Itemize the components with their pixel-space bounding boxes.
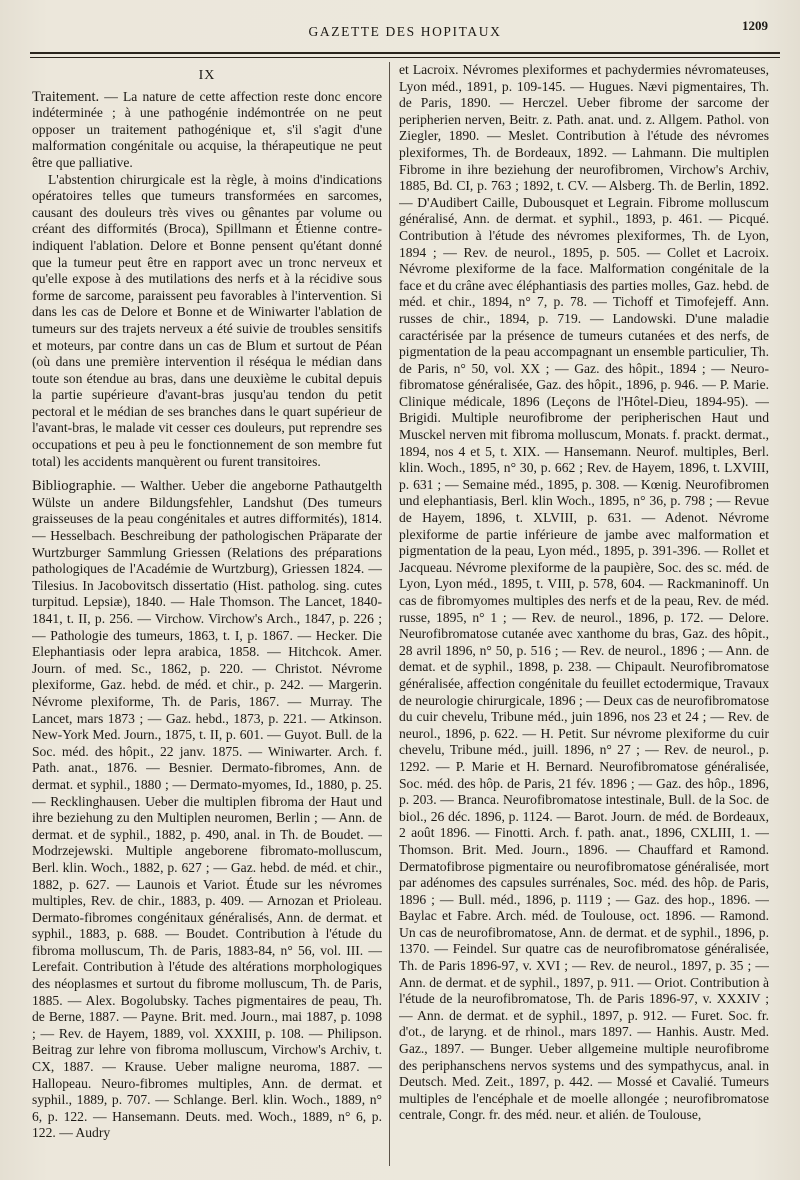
- header-rule-thin: [30, 57, 780, 58]
- bibliography-heading: Bibliographie.: [32, 478, 116, 495]
- column-divider: [389, 62, 390, 1166]
- running-head: GAZETTE DES HOPITAUX: [308, 24, 502, 39]
- bibliography-text: — Walther. Ueber die angeborne Pathautgelth Wülste un andere Bildungsfehler, Landshut (Des tumeurs graisseuses de la peau congénitales et autres difformités), 1814. — Hesselbach. Beschreibung der pathologischen Präparate der Wurtzburger Sammlung Griessen (Relations des préparations pathologiques de l'Académie de Wurtzburg), Griessen 1824. — Tilesius. In Jacobovitsch dissertatio (Hist. patholog. sing. cutes turpitud. Lepsiæ), 1840. — Hale Thomson. The Lancet, 1840-1841, t. II, p. 256. — Virchow. Virchow's Arch., 1847, p. 226 ; — Pathologie des tumeurs, 1863, t. I, p. 1867. — Hecker. Die Elephantiasis oder lepra arabica, 1858. — Hitchcok. Amer. Journ. of med. Sc., 1862, p. 220. — Christot. Névrome plexiforme, Gaz. hebd. de méd. et chir., p. 242. — Margerin. Névrome plexiforme, Th. de Paris, 1867. — Murray. The Lancet, mars 1873 ; — Gaz. hebd., 1873, p. 221. — Atkinson. New-York Med. Journ., 1875, t. II, p. 601. — Guyot. Bull. de la Soc. méd. des hôpit., 22 janv. 1875. — Winiwarter. Arch. f. Path. anat., 1876. — Besnier. Dermato-fibromes, Ann. de dermat. et syphil., 1880 ; — Dermato-myomes, Id., 1880, p. 25. — Recklinghausen. Ueber die multiplen fibroma der Haut und ihre beziehung zu den Multiplen neuromen, Berlin ; — Ann. de dermat. et de syphil., 1882, p. 490, anal. in Th. de Boudet. — Modrzejewski. Multiple angeborene fibromato-molluscum, Berl. klin. Woch., 1882, p. 627 ; — Gaz. hebd. de méd. et chir., 1882, p. 627. — Launois et Variot. Étude sur les névromes multiples, Rev. de chir., 1883, p. 409. — Arnozan et Prioleau. Dermato-fibromes congénitaux généralisés, Ann. de dermat. et syphil., 1883, p. 688. — Boudet. Contribution à l'étude du fibroma molluscum, Th. de Paris, 1883-84, n° 56, vol. III. — Lerefait. Contribution à l'étude des altérations morphologiques des néoplasmes et surtout du fibrome molluscum, Th. de Paris, 1885. — Alex. Bogolubsky. Taches pigmentaires de peau, Th. de Berne, 1887. — Payne. Brit. med. Journ., mai 1887, p. 1098 ; — Rev. de Hayem, 1889, vol. XXXIII, p. 108. — Philipson. Beitrag zur lehre von fibroma molluscum, Virchow's Archiv, t. CX, 1887. — Krause. Ueber maligne neuroma, 1887. — Hallopeau. Neuro-fibromes multiples, Ann. de dermat. et syphil., 1889, p. 707. — Schlange. Berl. klin. Woch., 1889, n° 6, p. 122. — Hansemann. Deuts. med. Woch., 1889, n° 6, p. 122. — Audry: [32, 478, 382, 1141]
- right-column: [399, 62, 769, 1172]
- treatment-heading: Traitement.: [32, 88, 100, 105]
- paragraph-gap: [32, 470, 382, 478]
- left-column: [32, 62, 382, 1172]
- page-number: 1209: [742, 18, 768, 33]
- bibliography-continued: et Lacroix. Névromes plexiformes et pachydermies névromateuses, Lyon méd., 1891, p. 109-145. — Hugues. Nævi pigmentaires, Th. de Paris, 1890. — Herczel. Ueber fibrome der sarcome der peripherien nerven, Beitr. z. Path. anat. und. z. Allgem. Pathol. von Ziegler, 1890. — Meslet. Contribution à l'étude des névromes plexiformes, Th. de Bordeaux, 1892. — Lahmann. Die multiplen Fibrome in ihre beziehung der neurofibromen, Virchow's Archiv, 1885, Bd. CI, p. 763 ; 1892, t. CV. — Alsberg. Th. de Berlin, 1892. — D'Audibert Caille, Dubousquet et Legrain. Fibrome molluscum généralisé, Ann. de dermat. et syphil., 1893, p. 461. — Picqué. Contribution à l'étude des névromes plexiformes, Th. de Lyon, 1894 ; — Rev. de neurol., 1895, p. 505. — Collet et Lacroix. Névrome plexiforme de la face. Malformation congénitale de la face et du crâne avec éléphantiasis des parties molles, Gaz. hebd. de méd. et chir., 1894, n° 7, p. 78. — Tichoff et Timofejeff. Ann. russes de chir., 1894, p. 719. — Landowski. D'une maladie caractérisée par la présence de tumeurs cutanées et des nerfs, de pigmentation de la peau accompagnant un ensemble particulier, Th. de Paris, n° 50, vol. XX ; — Gaz. des hôpit., 1894 ; — Neuro-fibromatose généralisée, Gaz. des hôpit., 1896, p. 946. — P. Marie. Clinique médicale, 1896 (Leçons de l'Hôtel-Dieu, 1894-95). — Brigidi. Multiple neurofibrome der peripherischen Haut und Musckel nerven mit fibroma molluscum, Monats. f. prackt. dermat., 1894, nos 4 et 5, t. XIX. — Hansemann. Neurof. multiples, Berl. klin. Woch., 1895, n° 30, p. 662 ; Rev. de Hayem, 1896, t. LXVIII, p. 631 ; — Semaine méd., 1895, p. 308. — Kœnig. Neurofibromen und elephantiasis, Berl. klin Woch., 1895, n° 36, p. 798 ; — Revue de Hayem, 1896, t. XLVIII, p. 631. — Adenot. Névrome plexiforme de partie inférieure de jambe avec malformation et pigmentation de la peau, Lyon méd., 1895, p. 391-396. — Rollet et Jacqueau. Névrome plexiforme de la paupière, Soc. des sc. méd. de Lyon, Lyon méd., 1895, t. VIII, p. 578, 604. — Rackmaninoff. Un cas de fibromyomes multiples des nerfs et de la peau, Rev. de méd. russe, 1895, n° 1 ; — Rev. de neurol., 1896, p. 172. — Delore. Neurofibromatose cutanée avec xanthome du bras, Gaz. des hôpit., 28 avril 1896, n° 50, p. 516 ; — Rev. de neurol., 1896 ; — Ann. de demat. et de syphil., 1898, p. 238. — Chipault. Neurofibromatose généralisée, affection congénitale du feuillet ectodermique, Travaux de neurologie chirurgicale, 1896 ; — Deux cas de neurofibromatose du cuir chevelu, Tribune méd., juin 1896, nos 23 et 24 ; — Rev. de neurol., 1896, p. 622. — H. Petit. Sur névrome plexiforme du cuir chevelu, Tribune méd., juill. 1896, n° 27 ; — Rev. de neurol., p. 1292. — P. Marie et H. Bernard. Neurofibromatose généralisée, Soc. méd. des hôp. de Paris, 21 fév. 1896 ; — Gaz. des hôp., 1896, p. 203. — Branca. Neurofibromatose intestinale, Bull. de la Soc. de biol., 26 déc. 1896, p. 1124. — Barot. Journ. de méd. de Bordeaux, 2 août 1896. — Finotti. Arch. f. path. anat., 1896, CXLIII, 1. — Thomson. Brit. Med. Journ., 1896. — Chauffard et Ramond. Dermatofibrose pigmentaire ou neurofibromatose généralisée, mort par adénomes des capsules surrénales, Soc. méd. des hôp. de Paris, 1896 ; — Bull. méd., 1896, p. 1119 ; — Gaz. des hop., 1896. — Baylac et Fabre. Arch. méd. de Toulouse, oct. 1896. — Ramond. Un cas de neurofibromatose, Ann. de dermat. et de syphil., 1896, p. 1370. — Feindel. Sur quatre cas de neurofibromatose généralisée, Th. de Paris 1896-97, v. XVI ; — Rev. de neurol., 1897, p. 35 ; — Ann. de dermat. et de syphil., 1897, p. 911. — Oriot. Contribution à l'étude de la neurofibromatose, Th. de Paris 1896-97, v. XXXIV ; — Ann. de dermat. et de syphil., 1897, p. 912. — Furet. Soc. fr. d'ot., de laryng. et de rhinol., mars 1897. — Hanhis. Austr. Med. Gaz., 1897. — Bunger. Ueber allgemeine multiple neurofibrome des periphanschens nervos systems und des sympathycus, anal. in Deutsch. Med. Zeit., 1897, p. 442. — Mossé et Cavalié. Tumeurs multiples de l'encéphale et de moelle allongée ; neurofibromatose centrale, Congr. fr. des méd. neur. et alién. de Toulouse,: [399, 62, 769, 1123]
- page-header: [30, 14, 780, 54]
- treatment-text: — La nature de cette affection reste donc encore indéterminée ; à une pathogénie indémontrée on ne peut opposer un traitement pathogénique et, s'il s'agit d'une malformation congénitale ou acquise, la thérapeutique ne peut être que palliative.: [32, 88, 382, 170]
- bibliography-paragraph: [32, 478, 382, 1142]
- treatment-paragraph: [32, 89, 382, 172]
- header-rule: [30, 52, 780, 54]
- section-number: IX: [198, 68, 216, 83]
- abstention-paragraph: L'abstention chirurgicale est la règle, à moins d'indications opératoires telles que tumeurs transformées en sarcomes, causant des douleurs très vives ou gênantes par volume ou créant des difformités (Broca), Spillmann et Étienne contre-indiquent l'ablation. Delore et Bonne pensent qu'étant donné que la tumeur peut être en rapport avec un tronc nerveux et qu'elle expose à des mutilations des nerfs et à la récidive sous forme de sarcome, paraissent peu favorables à l'intervention. Si dans les cas de Delore et Bonne et de Winiwarter l'ablation de tumeurs sur des trajets nerveux a été suivie de troubles sensitifs et moteurs, par contre dans un cas de Blum et surtout de Péan (où dans une première intervention il réséqua le médian dans toute son étendue au bras, dans une deuxième le cubital depuis la partie supérieure d'avant-bras jusqu'au tendon du petit pectoral et le médian de ses branches dans le quart supérieur de l'avant-bras, le malade vit cesser ces douleurs, put reprendre ses occupations et peu à peu le fonctionnement de son membre fut total) les accidents manquèrent ou furent transitoires.: [32, 171, 382, 469]
